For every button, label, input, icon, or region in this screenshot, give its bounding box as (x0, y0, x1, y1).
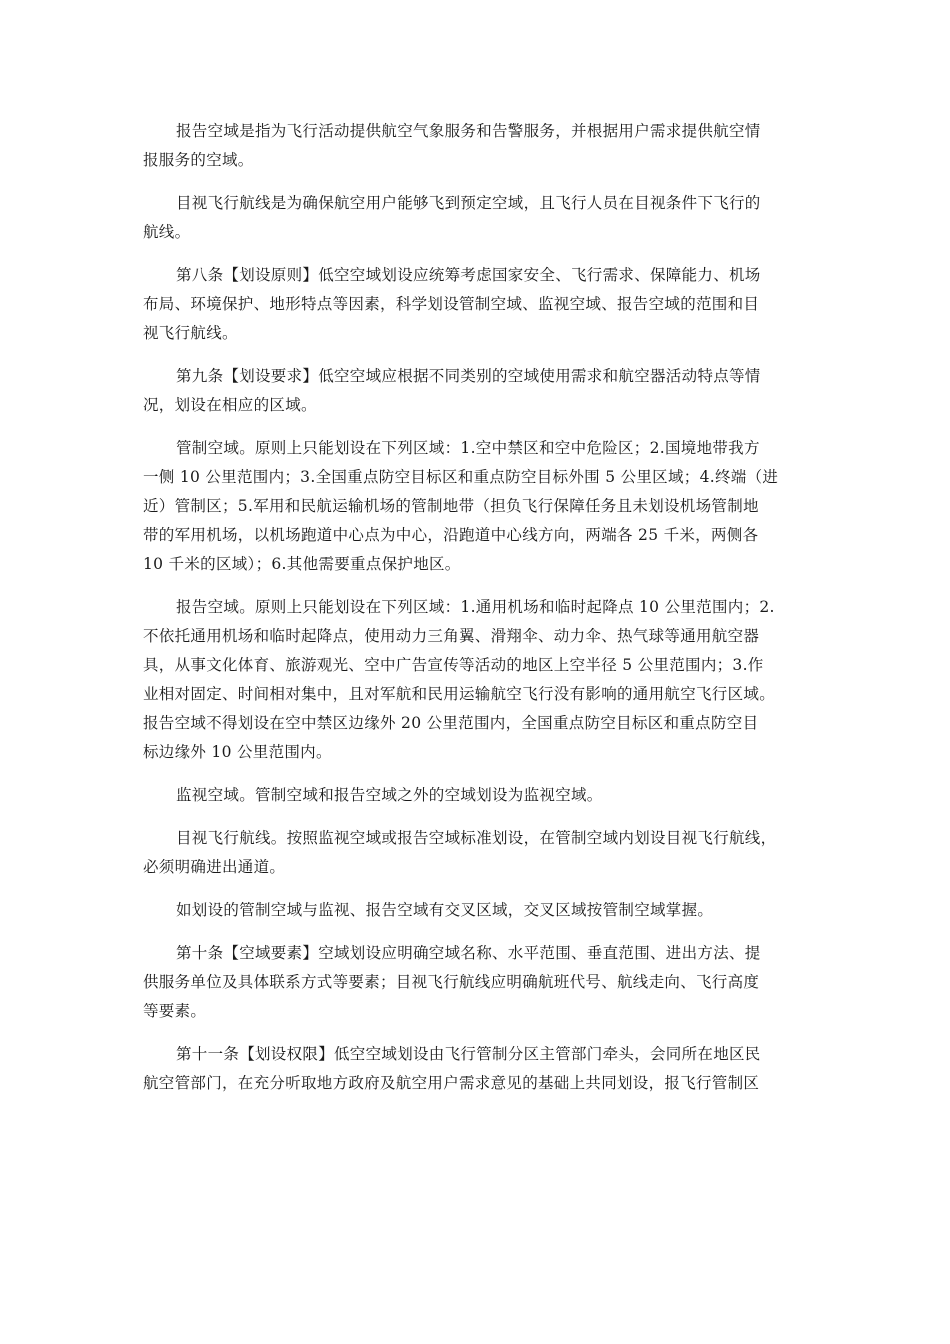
paragraph-line: 报服务的空域。 (143, 151, 254, 169)
paragraph-line: 第十一条【划设权限】低空空域划设由飞行管制分区主管部门牵头，会同所在地区民 (176, 1045, 761, 1063)
paragraph-visual-route-definition (143, 189, 815, 247)
paragraph-line: 第八条【划设原则】低空空域划设应统筹考虑国家安全、飞行需求、保障能力、机场 (176, 266, 761, 284)
paragraph-line: 10 千米的区域）；6.其他需要重点保护地区。 (143, 555, 461, 573)
paragraph-line: 目视飞行航线是为确保航空用户能够飞到预定空域，且飞行人员在目视条件下飞行的 (176, 194, 761, 212)
paragraph-line: 供服务单位及具体联系方式等要素；目视飞行航线应明确航班代号、航线走向、飞行高度 (143, 973, 760, 991)
paragraph-controlled-airspace (143, 434, 815, 579)
paragraph-line: 如划设的管制空域与监视、报告空域有交叉区域，交叉区域按管制空域掌握。 (176, 901, 714, 919)
paragraph-line: 等要素。 (143, 1002, 207, 1020)
paragraph-line: 报告空域。原则上只能划设在下列区域：1.通用机场和临时起降点 10 公里范围内；2. (176, 598, 775, 616)
paragraph-monitored-airspace (143, 781, 815, 810)
paragraph-article-10 (143, 939, 815, 1026)
paragraph-article-8 (143, 261, 815, 348)
paragraph-line: 目视飞行航线。按照监视空域或报告空域标准划设，在管制空域内划设目视飞行航线， (176, 829, 777, 847)
paragraph-overlap-rule (143, 896, 815, 925)
paragraph-line: 报告空域不得划设在空中禁区边缘外 20 公里范围内，全国重点防空目标区和重点防空目 (143, 714, 759, 732)
paragraph-line: 标边缘外 10 公里范围内。 (143, 743, 332, 761)
paragraph-line: 监视空域。管制空域和报告空域之外的空域划设为监视空域。 (176, 786, 603, 804)
paragraph-line: 第十条【空域要素】空域划设应明确空域名称、水平范围、垂直范围、进出方法、提 (176, 944, 761, 962)
paragraph-visual-flight-routes (143, 824, 815, 882)
paragraph-line: 带的军用机场，以机场跑道中心点为中心，沿跑道中心线方向，两端各 25 千米，两侧各 (143, 526, 759, 544)
paragraph-line: 具，从事文化体育、旅游观光、空中广告宣传等活动的地区上空半径 5 公里范围内；3.作 (143, 656, 764, 674)
paragraph-line: 况，划设在相应的区域。 (143, 396, 317, 414)
paragraph-report-airspace-definition (143, 117, 815, 175)
paragraph-line: 报告空域是指为飞行活动提供航空气象服务和告警服务，并根据用户需求提供航空情 (176, 122, 761, 140)
paragraph-line: 不依托通用机场和临时起降点，使用动力三角翼、滑翔伞、动力伞、热气球等通用航空器 (143, 627, 760, 645)
paragraph-article-11 (143, 1040, 815, 1098)
paragraph-line: 第九条【划设要求】低空空域应根据不同类别的空域使用需求和航空器活动特点等情 (176, 367, 761, 385)
paragraph-line: 视飞行航线。 (143, 324, 238, 342)
paragraph-line: 布局、环境保护、地形特点等因素，科学划设管制空域、监视空域、报告空域的范围和目 (143, 295, 760, 313)
paragraph-line: 一侧 10 公里范围内；3.全国重点防空目标区和重点防空目标外围 5 公里区域；4.终端（进 (143, 468, 779, 486)
paragraph-line: 业相对固定、时间相对集中，且对军航和民用运输航空飞行没有影响的通用航空飞行区域。 (143, 685, 776, 703)
paragraph-article-9 (143, 362, 815, 420)
paragraph-line: 近）管制区；5.军用和民航运输机场的管制地带（担负飞行保障任务且未划设机场管制地 (143, 497, 759, 515)
paragraph-line: 管制空域。原则上只能划设在下列区域：1.空中禁区和空中危险区；2.国境地带我方 (176, 439, 760, 457)
paragraph-reporting-airspace (143, 593, 815, 767)
document-body (143, 117, 815, 1112)
paragraph-line: 航空管部门，在充分听取地方政府及航空用户需求意见的基础上共同划设，报飞行管制区 (143, 1074, 760, 1092)
paragraph-line: 航线。 (143, 223, 191, 241)
paragraph-line: 必须明确进出通道。 (143, 858, 286, 876)
